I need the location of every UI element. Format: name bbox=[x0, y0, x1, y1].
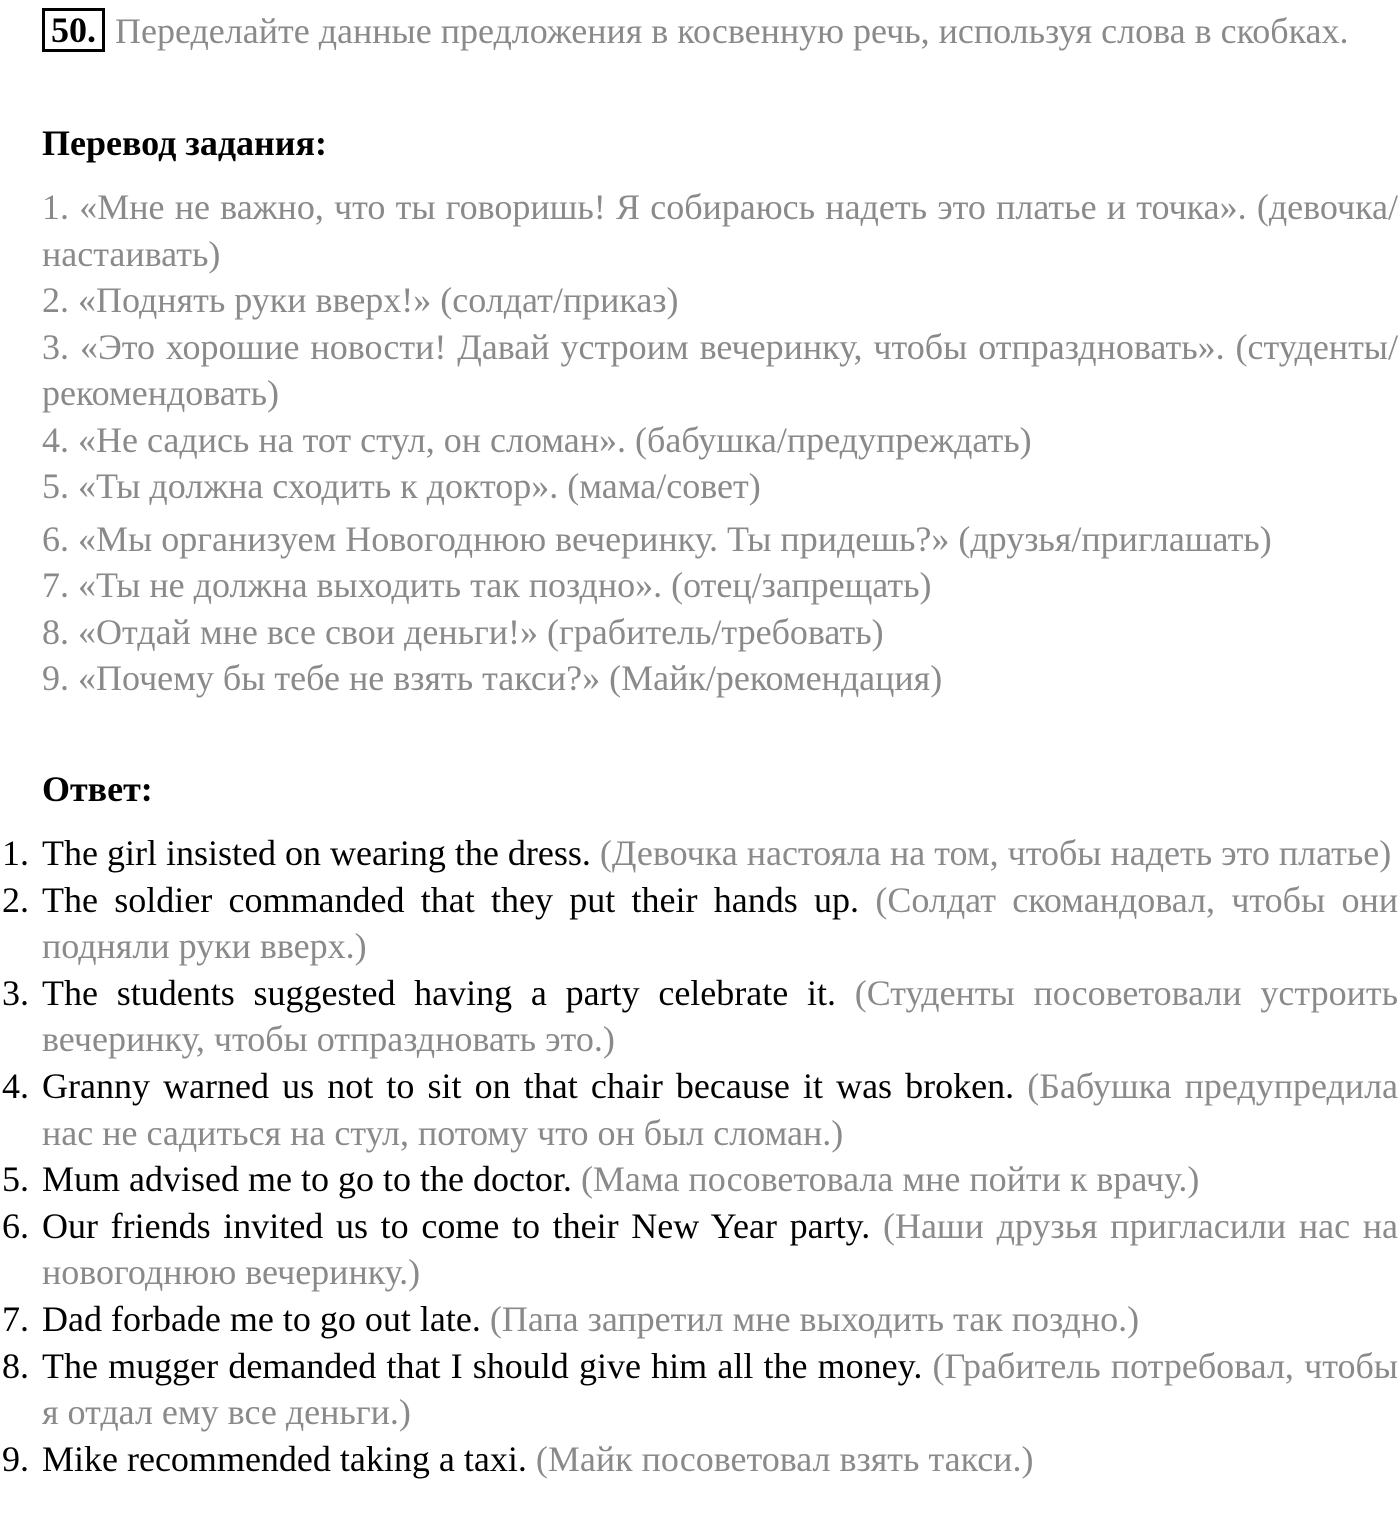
answer-item bbox=[0, 1156, 1398, 1203]
answer-item bbox=[0, 1343, 1398, 1436]
translation-list bbox=[42, 184, 1398, 702]
answer-item bbox=[0, 1296, 1398, 1343]
answer-russian: (Грабитель потребовал, чтобы я отдал ему все деньги.) bbox=[42, 1345, 1398, 1433]
answer-number: 4. bbox=[2, 1065, 29, 1106]
answer-number: 6. bbox=[2, 1205, 29, 1246]
answer-russian: (Наши друзья пригласили нас на новогоднюю вечеринку.) bbox=[42, 1205, 1399, 1293]
answer-item bbox=[0, 1203, 1398, 1296]
translation-item: 9. «Почему бы тебе не взять такси?» (Майк/рекомендация) bbox=[42, 658, 943, 698]
answer-heading: Ответ: bbox=[42, 769, 153, 809]
answer-russian: (Мама посоветовала мне пойти к врачу.) bbox=[580, 1159, 1200, 1200]
answer-number: 1. bbox=[2, 833, 29, 873]
exercise-number: 50. bbox=[42, 8, 105, 52]
exercise-instruction: Переделайте данные предложения в косвенную речь, используя слова в скобках. bbox=[115, 11, 1349, 51]
translation-item: 8. «Отдай мне все свои деньги!» (грабитель/требовать) bbox=[42, 611, 884, 652]
translation-item: 1. «Мне не важно, что ты говоришь! Я собираюсь надеть это платье и точка». (девочка/настаивать) bbox=[42, 187, 1398, 274]
answer-english: Dad forbade me to go out late. bbox=[42, 1298, 481, 1339]
translation-item: 7. «Ты не должна выходить так поздно». (отец/запрещать) bbox=[42, 565, 932, 605]
answer-english: Our friends invited us to come to their New Year party. bbox=[42, 1205, 871, 1246]
translation-item: 4. «Не садись на тот стул, он сломан». (бабушка/предупреждать) bbox=[42, 419, 1032, 460]
answer-number: 3. bbox=[2, 972, 29, 1013]
answer-russian: (Майк посоветовал взять такси.) bbox=[535, 1438, 1034, 1479]
answer-english: Granny warned us not to sit on that chair because it was broken. bbox=[42, 1065, 1015, 1106]
translation-item: 5. «Ты должна сходить к доктор». (мама/совет) bbox=[42, 466, 761, 506]
answer-item bbox=[0, 830, 1398, 877]
answer-number: 9. bbox=[2, 1438, 29, 1479]
answer-english: The girl insisted on wearing the dress. bbox=[42, 833, 591, 873]
translation-heading: Перевод задания: bbox=[42, 123, 327, 163]
answer-number: 7. bbox=[2, 1298, 29, 1339]
answer-russian: (Солдат скомандовал, чтобы они подняли руки вверх.) bbox=[42, 879, 1399, 967]
exercise-header bbox=[42, 8, 1398, 54]
answer-item bbox=[0, 877, 1398, 970]
answer-number: 5. bbox=[2, 1159, 29, 1200]
translation-item: 6. «Мы организуем Новогоднюю вечеринку. Ты придешь?» (друзья/приглашать) bbox=[42, 518, 1272, 559]
answer-russian: (Студенты посоветовали устроить вечеринку, чтобы отпраздновать это.) bbox=[42, 972, 1399, 1060]
answer-english: The students suggested having a party celebrate it. bbox=[42, 972, 836, 1013]
answer-english: Mike recommended taking a taxi. bbox=[42, 1438, 527, 1479]
answer-russian: (Папа запретил мне выходить так поздно.) bbox=[489, 1298, 1140, 1339]
answer-item bbox=[0, 1063, 1398, 1156]
answer-russian: (Девочка настояла на том, чтобы надеть это платье) bbox=[599, 833, 1392, 873]
answer-list bbox=[0, 830, 1398, 1482]
answer-number: 2. bbox=[2, 879, 29, 920]
answer-russian: (Бабушка предупредила нас не садиться на стул, потому что он был сломан.) bbox=[42, 1065, 1399, 1153]
answer-english: Mum advised me to go to the doctor. bbox=[42, 1159, 572, 1200]
translation-item: 2. «Поднять руки вверх!» (солдат/приказ) bbox=[42, 280, 679, 320]
answer-item bbox=[0, 1436, 1398, 1483]
answer-english: The soldier commanded that they put their hands up. bbox=[42, 879, 860, 920]
translation-item: 3. «Это хорошие новости! Давай устроим вечеринку, чтобы отпраздновать». (студенты/рекомендовать) bbox=[42, 326, 1398, 413]
answer-item bbox=[0, 970, 1398, 1063]
answer-english: The mugger demanded that I should give him all the money. bbox=[42, 1345, 923, 1386]
answer-number: 8. bbox=[2, 1345, 29, 1386]
